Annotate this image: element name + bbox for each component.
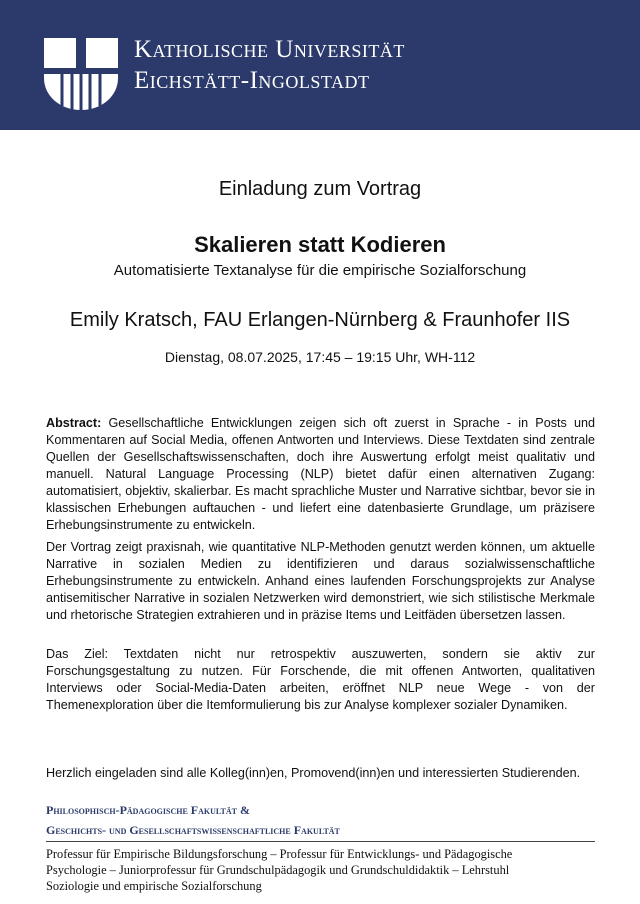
abstract-paragraph	[46, 415, 595, 534]
faculty-line-1: Philosophisch-Pädagogische Fakultät &	[46, 803, 250, 817]
body-paragraph-2: Der Vortrag zeigt praxisnah, wie quantitative NLP-Methoden genutzt werden können, um aktuelle Narrative in sozialen Medien zu identifizieren und daraus sozialwissenschaftliche Erhebungsinstrumente zu entwickeln. Anhand eines laufenden Forschungsprojekts zur Analyse antisemitischer Narrative in sozialen Netzwerken wird demonstriert, wie sich stilistische Merkmale und rhetorische Strategien extrahieren und in präzise Items und Leitfäden übersetzen lassen.	[46, 540, 595, 622]
university-name-line1: Katholische Universität	[134, 36, 405, 63]
university-name-line2: Eichstätt-Ingolstadt	[134, 67, 370, 94]
closing-invitation: Herzlich eingeladen sind alle Kolleg(inn)en, Promovend(inn)en und interessierten Studierenden.	[46, 766, 581, 780]
date-time-room: Dienstag, 08.07.2025, 17:45 – 19:15 Uhr, WH-112	[164, 349, 476, 365]
abstract-text: Gesellschaftliche Entwicklungen zeigen sich oft zuerst in Sprache - in Posts und Kommentaren auf Social Media, offenen Antworten und Interviews. Diese Textdaten sind zentrale Quellen der Gesellschaftswissenschaften, doch ihre Auswertung erfolgt meist qualitativ und manuell. Natural Language Processing (NLP) bietet dafür einen alternativen Zugang: automatisiert, objektiv, skalierbar. Es macht sprachliche Muster und Narrative sichtbar, bevor sie in klassischen Erhebungen auftauchen - und liefert eine datenbasierte Grundlage, um präzisere Erhebungsinstrumente zu entwickeln.	[46, 416, 596, 532]
talk-subtitle: Automatisierte Textanalyse für die empirische Sozialforschung	[113, 262, 527, 279]
abstract-label: Abstract:	[46, 416, 102, 430]
body-paragraph-3: Das Ziel: Textdaten nicht nur retrospektiv auszuwerten, sondern sie aktiv zur Forschungsgestaltung zu nutzen. Für Forschende, die mit offenen Antworten, qualitativen Interviews oder Social-Media-Daten arbeiten, eröffnet NLP neue Wege - von der Themenexploration über die Itemformulierung bis zur Analyse komplexer sozialer Dynamiken.	[46, 647, 595, 712]
speaker-line: Emily Kratsch, FAU Erlangen-Nürnberg & Fraunhofer IIS	[69, 309, 571, 331]
header-banner	[0, 0, 640, 130]
footer-divider	[46, 841, 595, 842]
faculty-line-2: Geschichts- und Gesellschaftswissenschaftliche Fakultät	[46, 823, 340, 837]
ku-shield-logo-icon	[44, 38, 118, 110]
chairs-list	[46, 846, 606, 894]
chairs-line-2: Psychologie – Juniorprofessur für Grundschulpädagogik und Grundschuldidaktik – Lehrstuhl	[46, 863, 510, 877]
invitation-heading: Einladung zum Vortrag	[218, 178, 422, 200]
chairs-line-3: Soziologie und empirische Sozialforschung	[46, 879, 262, 893]
chairs-line-1: Professur für Empirische Bildungsforschung – Professur für Entwicklungs- und Pädagogische	[46, 847, 513, 861]
talk-title: Skalieren statt Kodieren	[194, 232, 446, 257]
university-name	[134, 34, 405, 96]
